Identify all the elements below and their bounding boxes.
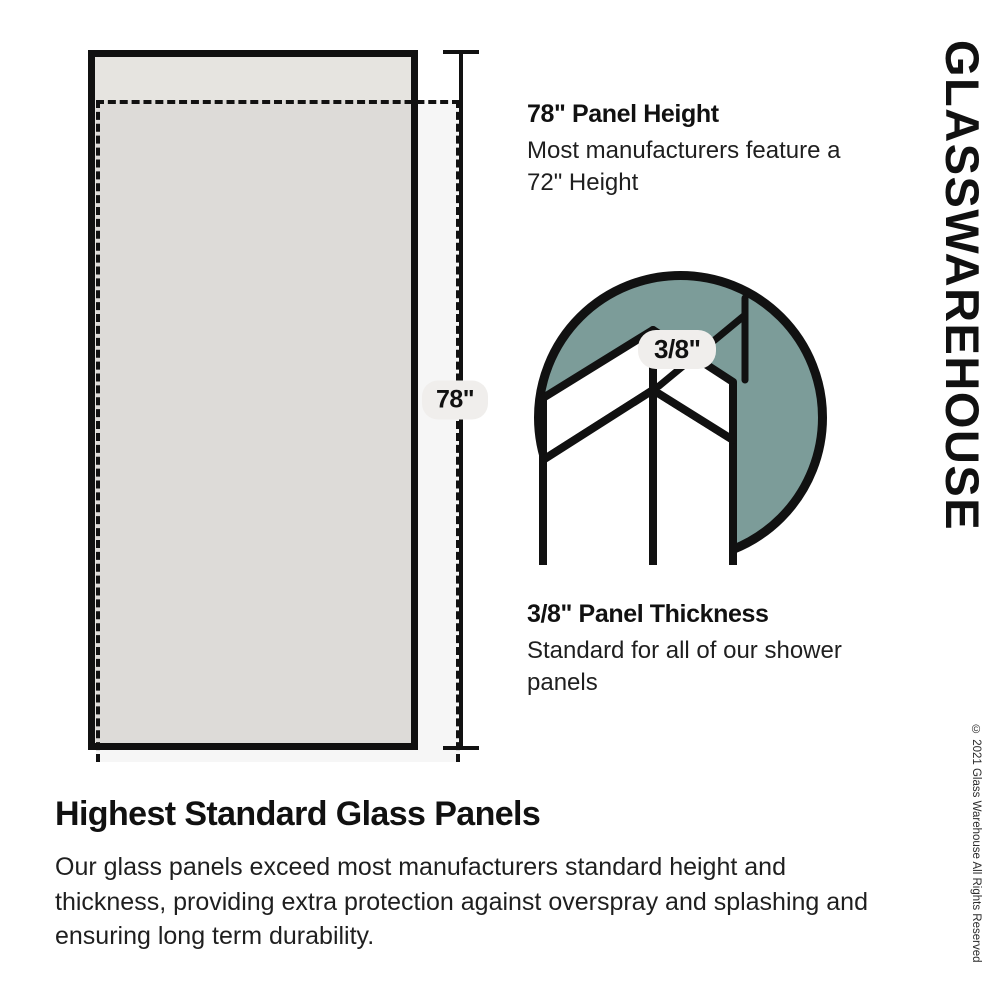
summary-paragraph: Our glass panels exceed most manufacturers standard height and thickness, providing extra protection against overspray and splashing and ensuring long term durability. — [55, 853, 868, 950]
thickness-detail-svg — [533, 270, 828, 565]
copyright-notice: © 2021 Glass Warehouse All Rights Reserved — [970, 723, 982, 962]
thickness-callout — [527, 600, 867, 698]
thickness-callout-title: 3/8" Panel Thickness — [527, 600, 769, 628]
thickness-detail-badge: 3/8" — [638, 330, 716, 369]
panel-thickness-detail-illustration — [533, 270, 828, 565]
summary-block — [55, 795, 870, 954]
dimension-label: 78" — [422, 381, 488, 420]
thickness-callout-body: Standard for all of our shower panels — [527, 637, 842, 696]
brand-wordmark: GLASSWAREHOUSE — [936, 40, 989, 532]
panel-standard-size-dashed-outline — [96, 100, 460, 762]
shower-panel-diagram — [88, 50, 418, 750]
dimension-cap-bottom-icon — [443, 746, 479, 750]
height-dimension-line — [436, 50, 480, 750]
height-callout-body: Most manufacturers feature a 72" Height — [527, 137, 841, 196]
summary-heading: Highest Standard Glass Panels — [55, 795, 541, 833]
dimension-cap-top-icon — [443, 50, 479, 54]
height-callout-title: 78" Panel Height — [527, 100, 719, 128]
height-callout — [527, 100, 857, 198]
